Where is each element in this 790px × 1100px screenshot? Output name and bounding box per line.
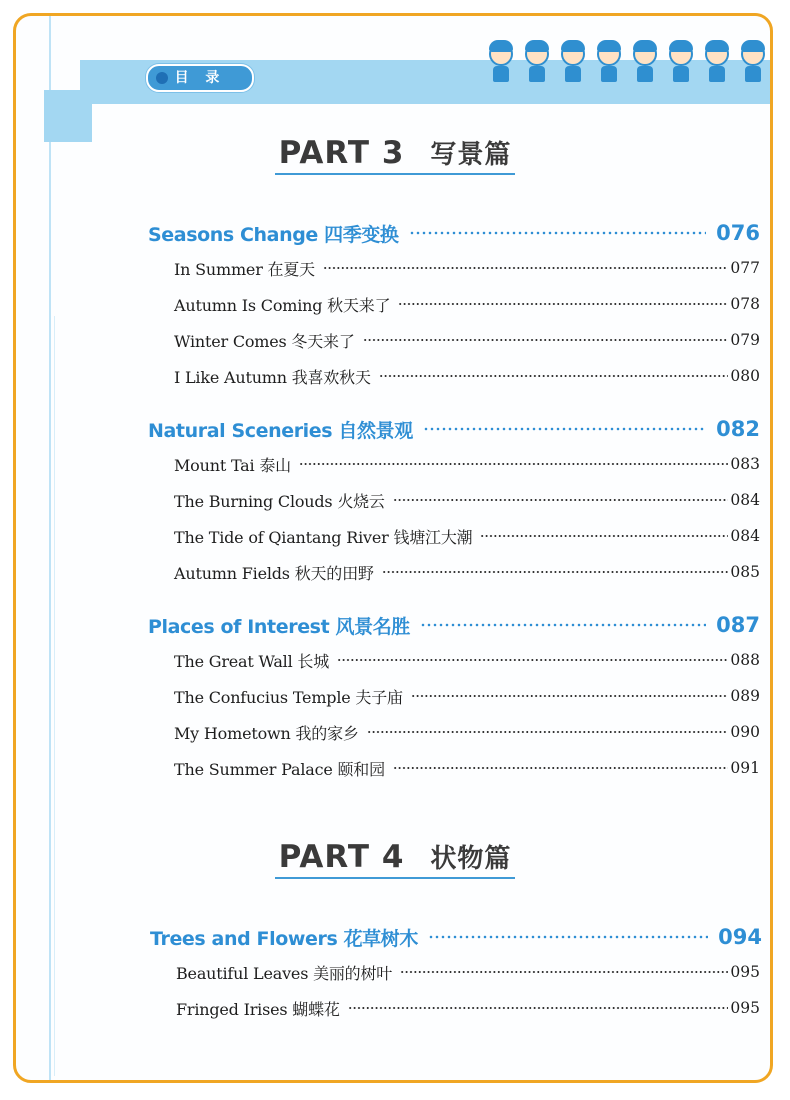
dot-leader	[299, 462, 728, 466]
dot-leader	[411, 694, 729, 698]
toc-entry[interactable]	[174, 453, 760, 475]
spine-line	[49, 16, 51, 1080]
dot-leader	[348, 1006, 729, 1010]
children-illustration	[486, 40, 773, 90]
part-label: PART 3	[278, 135, 405, 171]
entry-page: 077	[730, 259, 760, 277]
entry-page: 078	[730, 295, 760, 313]
toc-entry[interactable]	[174, 329, 760, 351]
toc-entry[interactable]	[174, 365, 760, 387]
toc-entry[interactable]	[174, 257, 760, 279]
entry-title: Mount Tai 泰山	[174, 455, 291, 475]
toc-entry[interactable]	[174, 757, 760, 779]
entry-title: Winter Comes 冬天来了	[174, 331, 355, 351]
dot-leader	[323, 266, 728, 270]
spine-line-faint	[54, 316, 55, 1076]
section-title: Places of Interest 风景名胜	[148, 615, 410, 638]
section-page: 082	[716, 417, 760, 441]
toc-header-label: 目 录	[146, 64, 254, 92]
entry-page: 095	[730, 999, 760, 1017]
toc-entry[interactable]	[174, 649, 760, 671]
entry-page: 084	[730, 527, 760, 545]
child-icon	[702, 40, 732, 86]
entry-title: The Great Wall 长城	[174, 651, 329, 671]
entry-title: The Tide of Qiantang River 钱塘江大潮	[174, 527, 473, 547]
dot-leader	[398, 302, 728, 306]
entry-title: Fringed Irises 蝴蝶花	[176, 999, 340, 1019]
toc-section[interactable]	[150, 924, 762, 950]
toc-entry[interactable]	[174, 685, 760, 707]
entry-title: The Summer Palace 颐和园	[174, 759, 385, 779]
section-page: 076	[716, 221, 760, 245]
entry-title: The Burning Clouds 火烧云	[174, 491, 385, 511]
part-name-cn: 写景篇	[430, 140, 512, 170]
child-icon	[666, 40, 696, 86]
toc-entry[interactable]	[174, 721, 760, 743]
child-icon	[594, 40, 624, 86]
entry-page: 095	[730, 963, 760, 981]
entry-title: In Summer 在夏天	[174, 259, 315, 279]
section-title: Natural Sceneries 自然景观	[148, 419, 413, 442]
section-title: Trees and Flowers 花草树木	[150, 927, 418, 950]
entry-page: 091	[730, 759, 760, 777]
entry-title: I Like Autumn 我喜欢秋天	[174, 367, 371, 387]
part-label: PART 4	[278, 839, 405, 875]
dot-leader	[428, 935, 708, 939]
dot-leader	[420, 623, 706, 627]
entry-page: 079	[730, 331, 760, 349]
child-icon	[738, 40, 768, 86]
child-icon	[558, 40, 588, 86]
entry-page: 088	[730, 651, 760, 669]
toc-section[interactable]	[148, 220, 760, 246]
child-icon	[486, 40, 516, 86]
dot-leader	[337, 658, 728, 662]
entry-page: 083	[730, 455, 760, 473]
toc-section[interactable]	[148, 416, 760, 442]
dot-leader	[367, 730, 729, 734]
entry-title: Autumn Is Coming 秋天来了	[174, 295, 391, 315]
entry-page: 089	[730, 687, 760, 705]
toc-entry[interactable]	[174, 489, 760, 511]
dot-leader	[393, 766, 729, 770]
entry-title: The Confucius Temple 夫子庙	[174, 687, 403, 707]
child-icon	[522, 40, 552, 86]
entry-title: Autumn Fields 秋天的田野	[174, 563, 374, 583]
toc-entry[interactable]	[176, 961, 760, 983]
toc-entry[interactable]	[174, 293, 760, 315]
section-title: Seasons Change 四季变换	[148, 223, 399, 246]
toc-entry[interactable]	[174, 525, 760, 547]
dot-leader	[363, 338, 729, 342]
dot-leader	[382, 570, 729, 574]
section-page: 087	[716, 613, 760, 637]
dot-leader	[480, 534, 728, 538]
entry-title: My Hometown 我的家乡	[174, 723, 359, 743]
entry-page: 090	[730, 723, 760, 741]
dot-leader	[409, 231, 707, 235]
part-title	[0, 838, 790, 879]
toc-entry[interactable]	[174, 561, 760, 583]
part-name-cn: 状物篇	[430, 844, 512, 874]
entry-page: 080	[730, 367, 760, 385]
entry-page: 085	[730, 563, 760, 581]
child-icon	[630, 40, 660, 86]
dot-leader	[400, 970, 728, 974]
part-title	[0, 134, 790, 175]
entry-title: Beautiful Leaves 美丽的树叶	[176, 963, 393, 983]
toc-entry[interactable]	[176, 997, 760, 1019]
toc-section[interactable]	[148, 612, 760, 638]
section-page: 094	[718, 925, 762, 949]
dot-leader	[379, 374, 729, 378]
dot-leader	[393, 498, 729, 502]
entry-page: 084	[730, 491, 760, 509]
dot-leader	[423, 427, 706, 431]
